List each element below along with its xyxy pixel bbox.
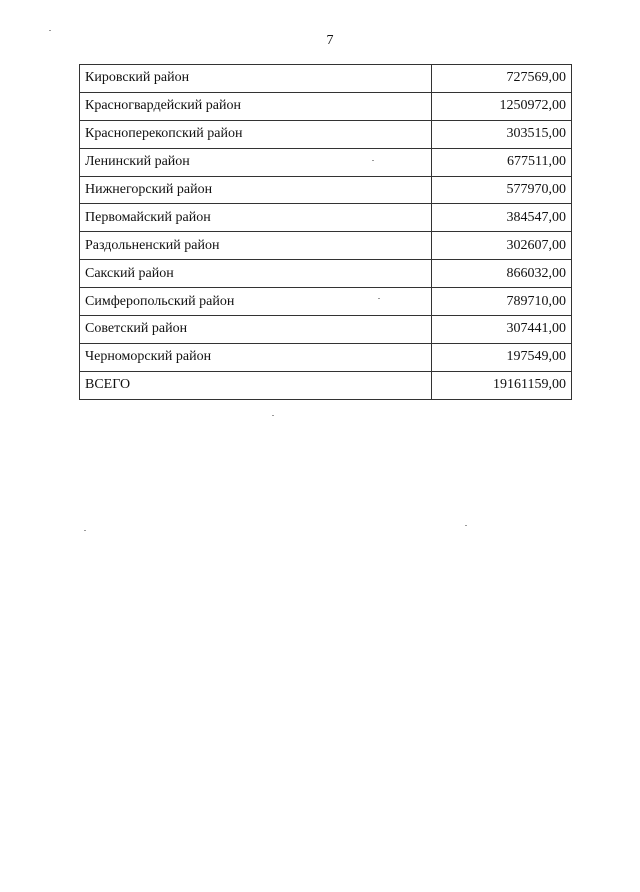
district-name-cell: Черноморский район bbox=[80, 343, 432, 371]
amount-cell: 197549,00 bbox=[432, 343, 572, 371]
amount-cell: 384547,00 bbox=[432, 204, 572, 232]
amount-cell: 577970,00 bbox=[432, 176, 572, 204]
district-name-cell: Советский район bbox=[80, 316, 432, 344]
amount-cell: 789710,00 bbox=[432, 288, 572, 316]
scan-speck bbox=[272, 415, 274, 416]
table-row bbox=[80, 176, 572, 204]
table-row bbox=[80, 148, 572, 176]
table-row bbox=[80, 232, 572, 260]
table-row bbox=[80, 92, 572, 120]
total-row bbox=[80, 371, 572, 399]
district-amounts-table bbox=[79, 64, 572, 400]
scan-speck bbox=[465, 525, 467, 526]
scan-speck bbox=[378, 298, 380, 299]
table-row bbox=[80, 120, 572, 148]
amount-cell: 1250972,00 bbox=[432, 92, 572, 120]
table-row bbox=[80, 288, 572, 316]
table-row bbox=[80, 204, 572, 232]
district-name-cell: Красноперекопский район bbox=[80, 120, 432, 148]
table-row bbox=[80, 316, 572, 344]
scan-speck bbox=[49, 30, 51, 31]
page-number: 7 bbox=[326, 33, 334, 48]
district-name-cell: Сакский район bbox=[80, 260, 432, 288]
table-row bbox=[80, 65, 572, 93]
amount-cell: 307441,00 bbox=[432, 316, 572, 344]
scan-speck bbox=[84, 530, 86, 531]
amount-cell: 303515,00 bbox=[432, 120, 572, 148]
district-name-cell: Ленинский район bbox=[80, 148, 432, 176]
district-name-cell: Раздольненский район bbox=[80, 232, 432, 260]
table-row bbox=[80, 260, 572, 288]
total-label-cell: ВСЕГО bbox=[80, 371, 432, 399]
table-row bbox=[80, 343, 572, 371]
amount-cell: 677511,00 bbox=[432, 148, 572, 176]
total-amount-cell: 19161159,00 bbox=[432, 371, 572, 399]
district-name-cell: Кировский район bbox=[80, 65, 432, 93]
scan-speck bbox=[372, 160, 374, 161]
amount-cell: 302607,00 bbox=[432, 232, 572, 260]
district-name-cell: Симферопольский район bbox=[80, 288, 432, 316]
amount-cell: 866032,00 bbox=[432, 260, 572, 288]
amount-cell: 727569,00 bbox=[432, 65, 572, 93]
district-name-cell: Первомайский район bbox=[80, 204, 432, 232]
district-name-cell: Красногвардейский район bbox=[80, 92, 432, 120]
district-name-cell: Нижнегорский район bbox=[80, 176, 432, 204]
